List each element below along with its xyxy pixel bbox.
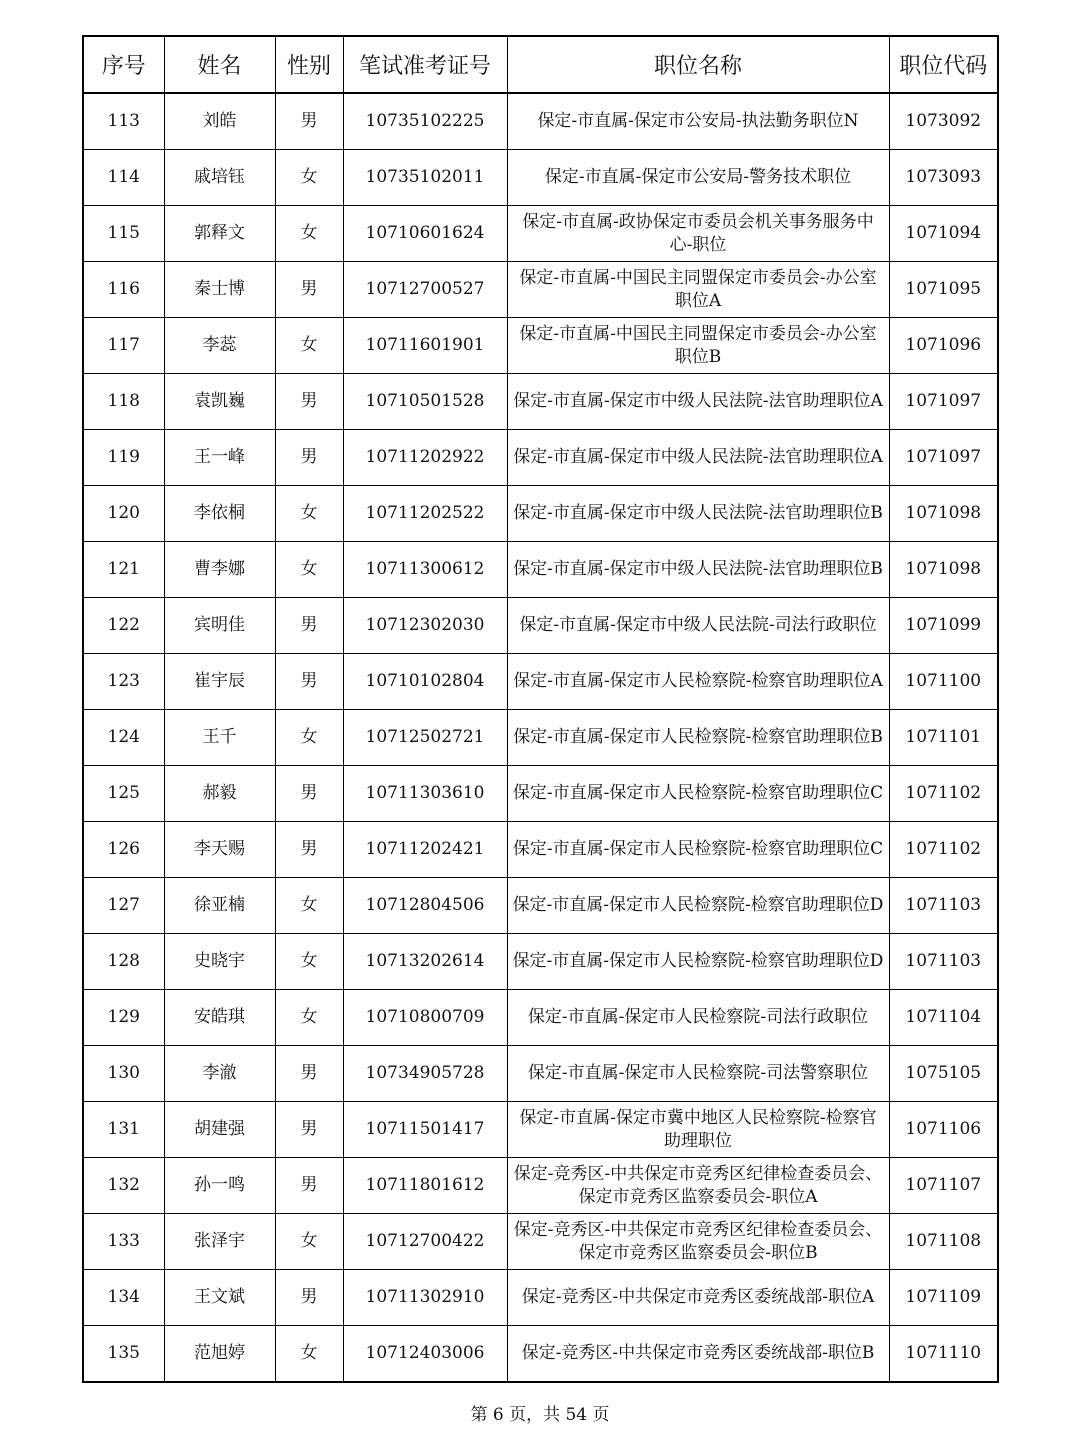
cell-exam-id: 10711501417 (343, 1102, 507, 1158)
cell-position-name: 保定-市直属-保定市人民检察院-检察官助理职位C (507, 822, 889, 878)
cell-position-code: 1071106 (889, 1102, 998, 1158)
cell-name: 徐亚楠 (164, 878, 275, 934)
cell-position-name: 保定-竞秀区-中共保定市竞秀区委统战部-职位B (507, 1326, 889, 1383)
table-row (83, 1214, 998, 1270)
cell-gender: 女 (275, 486, 343, 542)
cell-serial-number: 130 (83, 1046, 164, 1102)
cell-position-code: 1071110 (889, 1326, 998, 1383)
cell-position-name: 保定-竞秀区-中共保定市竞秀区纪律检查委员会、保定市竞秀区监察委员会-职位B (507, 1214, 889, 1270)
header-row (83, 36, 998, 93)
cell-serial-number: 125 (83, 766, 164, 822)
table-row (83, 1046, 998, 1102)
table-row (83, 430, 998, 486)
cell-serial-number: 127 (83, 878, 164, 934)
cell-gender: 男 (275, 262, 343, 318)
cell-name: 袁凯巍 (164, 374, 275, 430)
cell-serial-number: 123 (83, 654, 164, 710)
cell-gender: 女 (275, 542, 343, 598)
cell-position-code: 1071103 (889, 934, 998, 990)
table-row (83, 934, 998, 990)
cell-name: 王千 (164, 710, 275, 766)
cell-position-name: 保定-市直属-保定市人民检察院-检察官助理职位B (507, 710, 889, 766)
cell-name: 戚培钰 (164, 150, 275, 206)
cell-name: 崔宇辰 (164, 654, 275, 710)
cell-serial-number: 119 (83, 430, 164, 486)
table-header (83, 36, 998, 93)
cell-position-code: 1071108 (889, 1214, 998, 1270)
cell-exam-id: 10711202922 (343, 430, 507, 486)
cell-position-code: 1073092 (889, 93, 998, 150)
cell-exam-id: 10734905728 (343, 1046, 507, 1102)
cell-position-code: 1071097 (889, 374, 998, 430)
cell-exam-id: 10711300612 (343, 542, 507, 598)
cell-serial-number: 116 (83, 262, 164, 318)
cell-gender: 男 (275, 374, 343, 430)
cell-position-name: 保定-市直属-保定市人民检察院-检察官助理职位C (507, 766, 889, 822)
cell-position-code: 1071102 (889, 822, 998, 878)
cell-serial-number: 115 (83, 206, 164, 262)
cell-exam-id: 10712700422 (343, 1214, 507, 1270)
table-row (83, 654, 998, 710)
cell-position-name: 保定-市直属-保定市人民检察院-司法警察职位 (507, 1046, 889, 1102)
cell-position-code: 1071107 (889, 1158, 998, 1214)
cell-exam-id: 10711601901 (343, 318, 507, 374)
cell-name: 宾明佳 (164, 598, 275, 654)
cell-exam-id: 10711202522 (343, 486, 507, 542)
cell-position-code: 1075105 (889, 1046, 998, 1102)
cell-name: 张泽宇 (164, 1214, 275, 1270)
cell-serial-number: 135 (83, 1326, 164, 1383)
table-row (83, 374, 998, 430)
cell-position-name: 保定-市直属-中国民主同盟保定市委员会-办公室职位B (507, 318, 889, 374)
header-position-code: 职位代码 (889, 36, 998, 93)
cell-exam-id: 10712502721 (343, 710, 507, 766)
cell-gender: 男 (275, 1046, 343, 1102)
cell-gender: 女 (275, 710, 343, 766)
table-row (83, 486, 998, 542)
cell-position-name: 保定-市直属-保定市中级人民法院-法官助理职位A (507, 430, 889, 486)
cell-exam-id: 10712403006 (343, 1326, 507, 1383)
cell-exam-id: 10711303610 (343, 766, 507, 822)
cell-gender: 男 (275, 822, 343, 878)
cell-position-name: 保定-市直属-保定市公安局-警务技术职位 (507, 150, 889, 206)
cell-exam-id: 10710102804 (343, 654, 507, 710)
cell-position-name: 保定-市直属-政协保定市委员会机关事务服务中心-职位 (507, 206, 889, 262)
cell-serial-number: 113 (83, 93, 164, 150)
cell-position-name: 保定-市直属-保定市中级人民法院-法官助理职位A (507, 374, 889, 430)
cell-position-code: 1071097 (889, 430, 998, 486)
cell-position-name: 保定-竞秀区-中共保定市竞秀区纪律检查委员会、保定市竞秀区监察委员会-职位A (507, 1158, 889, 1214)
cell-name: 李天赐 (164, 822, 275, 878)
table-row (83, 1270, 998, 1326)
cell-position-code: 1073093 (889, 150, 998, 206)
cell-position-name: 保定-市直属-保定市人民检察院-检察官助理职位D (507, 934, 889, 990)
cell-exam-id: 10712700527 (343, 262, 507, 318)
cell-serial-number: 132 (83, 1158, 164, 1214)
cell-exam-id: 10712302030 (343, 598, 507, 654)
table-row (83, 318, 998, 374)
cell-position-name: 保定-市直属-保定市人民检察院-司法行政职位 (507, 990, 889, 1046)
cell-name: 王文斌 (164, 1270, 275, 1326)
cell-name: 曹李娜 (164, 542, 275, 598)
cell-exam-id: 10710601624 (343, 206, 507, 262)
cell-gender: 女 (275, 150, 343, 206)
cell-position-name: 保定-市直属-中国民主同盟保定市委员会-办公室职位A (507, 262, 889, 318)
cell-serial-number: 120 (83, 486, 164, 542)
header-serial-number: 序号 (83, 36, 164, 93)
cell-gender: 女 (275, 206, 343, 262)
cell-serial-number: 122 (83, 598, 164, 654)
cell-name: 王一峰 (164, 430, 275, 486)
table-row (83, 710, 998, 766)
cell-gender: 女 (275, 934, 343, 990)
cell-exam-id: 10713202614 (343, 934, 507, 990)
cell-gender: 男 (275, 654, 343, 710)
cell-name: 胡建强 (164, 1102, 275, 1158)
cell-serial-number: 131 (83, 1102, 164, 1158)
cell-gender: 女 (275, 990, 343, 1046)
cell-serial-number: 126 (83, 822, 164, 878)
cell-serial-number: 114 (83, 150, 164, 206)
cell-exam-id: 10711202421 (343, 822, 507, 878)
cell-position-code: 1071104 (889, 990, 998, 1046)
table-body (83, 93, 998, 1382)
cell-name: 郝毅 (164, 766, 275, 822)
table-row (83, 990, 998, 1046)
candidate-table (82, 35, 999, 1383)
cell-gender: 男 (275, 598, 343, 654)
cell-serial-number: 117 (83, 318, 164, 374)
cell-position-name: 保定-竞秀区-中共保定市竞秀区委统战部-职位A (507, 1270, 889, 1326)
cell-name: 孙一鸣 (164, 1158, 275, 1214)
cell-serial-number: 124 (83, 710, 164, 766)
table-row (83, 878, 998, 934)
cell-position-code: 1071098 (889, 542, 998, 598)
cell-name: 李澈 (164, 1046, 275, 1102)
cell-gender: 男 (275, 430, 343, 486)
table-row (83, 1326, 998, 1383)
cell-name: 郭释文 (164, 206, 275, 262)
cell-position-name: 保定-市直属-保定市中级人民法院-司法行政职位 (507, 598, 889, 654)
cell-serial-number: 134 (83, 1270, 164, 1326)
header-name: 姓名 (164, 36, 275, 93)
cell-gender: 女 (275, 318, 343, 374)
cell-exam-id: 10735102225 (343, 93, 507, 150)
cell-position-name: 保定-市直属-保定市冀中地区人民检察院-检察官助理职位 (507, 1102, 889, 1158)
cell-name: 秦士博 (164, 262, 275, 318)
cell-position-code: 1071101 (889, 710, 998, 766)
cell-position-code: 1071098 (889, 486, 998, 542)
table-row (83, 93, 998, 150)
cell-serial-number: 121 (83, 542, 164, 598)
cell-exam-id: 10710501528 (343, 374, 507, 430)
cell-gender: 女 (275, 878, 343, 934)
cell-exam-id: 10712804506 (343, 878, 507, 934)
table-row (83, 766, 998, 822)
cell-position-code: 1071099 (889, 598, 998, 654)
cell-exam-id: 10710800709 (343, 990, 507, 1046)
cell-serial-number: 133 (83, 1214, 164, 1270)
table-row (83, 262, 998, 318)
cell-position-name: 保定-市直属-保定市中级人民法院-法官助理职位B (507, 486, 889, 542)
cell-gender: 男 (275, 1158, 343, 1214)
cell-position-code: 1071103 (889, 878, 998, 934)
table-row (83, 822, 998, 878)
cell-position-code: 1071109 (889, 1270, 998, 1326)
cell-gender: 女 (275, 1214, 343, 1270)
cell-name: 李蕊 (164, 318, 275, 374)
cell-position-name: 保定-市直属-保定市公安局-执法勤务职位N (507, 93, 889, 150)
cell-serial-number: 118 (83, 374, 164, 430)
cell-position-name: 保定-市直属-保定市人民检察院-检察官助理职位D (507, 878, 889, 934)
header-gender: 性别 (275, 36, 343, 93)
cell-position-code: 1071094 (889, 206, 998, 262)
cell-name: 李依桐 (164, 486, 275, 542)
table-row (83, 598, 998, 654)
cell-gender: 女 (275, 1326, 343, 1383)
cell-exam-id: 10711801612 (343, 1158, 507, 1214)
cell-exam-id: 10711302910 (343, 1270, 507, 1326)
cell-gender: 男 (275, 766, 343, 822)
header-position-name: 职位名称 (507, 36, 889, 93)
table-row (83, 1158, 998, 1214)
cell-serial-number: 129 (83, 990, 164, 1046)
cell-gender: 男 (275, 1102, 343, 1158)
cell-name: 刘皓 (164, 93, 275, 150)
cell-exam-id: 10735102011 (343, 150, 507, 206)
cell-serial-number: 128 (83, 934, 164, 990)
cell-name: 安皓琪 (164, 990, 275, 1046)
table-row (83, 542, 998, 598)
table-row (83, 206, 998, 262)
page-number-footer: 第 6 页，共 54 页 (470, 1405, 610, 1425)
cell-name: 范旭婷 (164, 1326, 275, 1383)
cell-position-code: 1071096 (889, 318, 998, 374)
cell-position-code: 1071095 (889, 262, 998, 318)
cell-name: 史晓宇 (164, 934, 275, 990)
cell-gender: 男 (275, 93, 343, 150)
cell-position-code: 1071100 (889, 654, 998, 710)
cell-gender: 男 (275, 1270, 343, 1326)
table-row (83, 1102, 998, 1158)
cell-position-name: 保定-市直属-保定市中级人民法院-法官助理职位B (507, 542, 889, 598)
cell-position-name: 保定-市直属-保定市人民检察院-检察官助理职位A (507, 654, 889, 710)
cell-position-code: 1071102 (889, 766, 998, 822)
header-exam-id: 笔试准考证号 (343, 36, 507, 93)
table-row (83, 150, 998, 206)
